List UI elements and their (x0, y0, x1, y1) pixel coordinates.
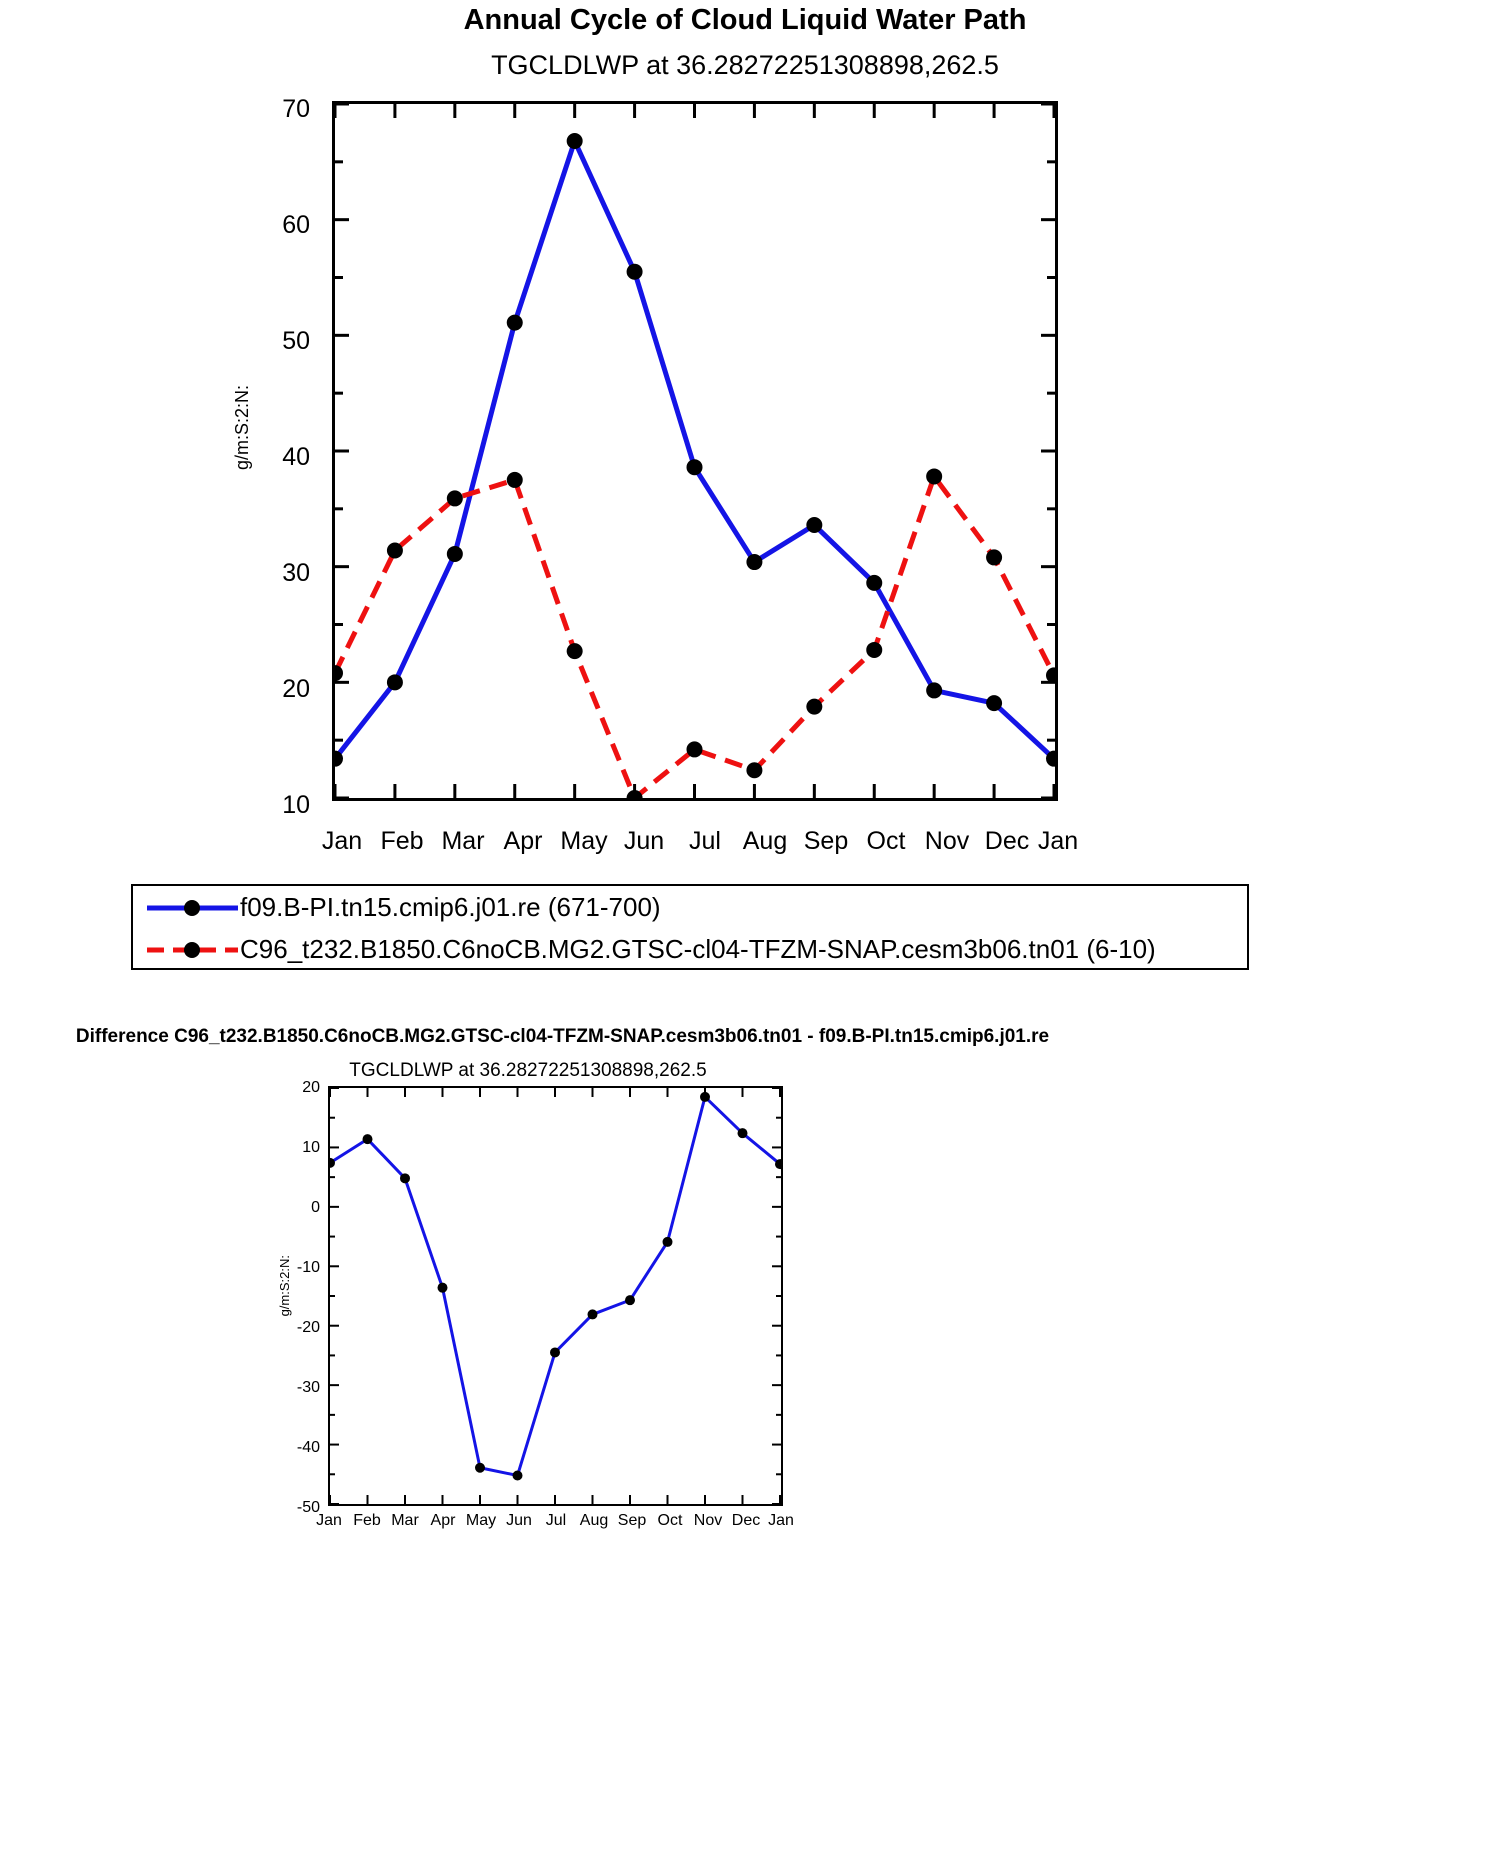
diff-ytick-20: 20 (302, 1079, 320, 1096)
top-xtick-may: May (560, 827, 608, 855)
diff-ytick-m10: -10 (296, 1259, 320, 1276)
diff-ytick-m50: -50 (296, 1499, 320, 1516)
diff-xtick-jan: Jan (316, 1512, 342, 1529)
top-ytick-70: 70 (282, 95, 310, 123)
legend-item-1[interactable] (133, 928, 1247, 971)
legend-label-1: C96_t232.B1850.C6noCB.MG2.GTSC-cl04-TFZM-SNAP.cesm3b06.tn01 (6-10) (240, 934, 1156, 964)
diff-xtick-dec: Dec (731, 1512, 761, 1529)
legend-item-0[interactable] (133, 886, 1247, 929)
top-ytick-20: 20 (282, 675, 310, 703)
legend-line-sample-solid (145, 888, 240, 928)
diff-xtick-jan2: Jan (768, 1512, 794, 1529)
legend-label-0: f09.B-PI.tn15.cmip6.j01.re (671-700) (240, 892, 661, 922)
top-xtick-jun: Jun (623, 827, 665, 855)
diff-xtick-mar: Mar (391, 1512, 419, 1529)
page-title: Annual Cycle of Cloud Liquid Water Path (463, 4, 1027, 36)
top-chart-svg (335, 104, 1055, 798)
diff-chart-y-axis-label: g/m:S:2:N: (277, 1255, 292, 1317)
legend (131, 884, 1249, 970)
top-xtick-feb: Feb (380, 827, 424, 855)
diff-xtick-nov: Nov (693, 1512, 723, 1529)
top-xtick-jan: Jan (321, 827, 363, 855)
diff-ytick-10: 10 (302, 1139, 320, 1156)
top-xtick-jul: Jul (689, 827, 721, 855)
top-xtick-dec: Dec (984, 827, 1030, 855)
difference-subtitle: TGCLDLWP at 36.28272251308898,262.5 (349, 1060, 707, 1081)
top-ytick-40: 40 (282, 443, 310, 471)
top-ytick-30: 30 (282, 559, 310, 587)
difference-heading: Difference C96_t232.B1850.C6noCB.MG2.GTSC-cl04-TFZM-SNAP.cesm3b06.tn01 - f09.B-PI.tn15.cmip6.j01.re (75, 1026, 1050, 1047)
diff-xtick-may: May (465, 1512, 497, 1529)
legend-line-sample-dashed (145, 930, 240, 970)
diff-xtick-feb: Feb (353, 1512, 381, 1529)
diff-xtick-jul: Jul (545, 1512, 567, 1529)
chart-subtitle: TGCLDLWP at 36.28272251308898,262.5 (491, 50, 999, 80)
top-xtick-mar: Mar (441, 827, 485, 855)
diff-xtick-apr: Apr (430, 1512, 456, 1529)
top-chart-plot-area (332, 101, 1058, 801)
diff-ytick-m40: -40 (296, 1439, 320, 1456)
top-xtick-jan2: Jan (1037, 827, 1079, 855)
top-chart-y-axis-label: g/m:S:2:N: (232, 385, 252, 471)
diff-ytick-m20: -20 (296, 1319, 320, 1336)
top-xtick-aug: Aug (742, 827, 788, 855)
diff-ytick-m30: -30 (296, 1379, 320, 1396)
diff-xtick-sep: Sep (617, 1512, 647, 1529)
top-xtick-oct: Oct (866, 827, 906, 855)
top-xtick-sep: Sep (803, 827, 849, 855)
diff-chart-svg (330, 1088, 781, 1504)
diff-xtick-aug: Aug (579, 1512, 609, 1529)
top-ytick-60: 60 (282, 211, 310, 239)
diff-xtick-oct: Oct (657, 1512, 683, 1529)
top-ytick-50: 50 (282, 327, 310, 355)
diff-ytick-0: 0 (311, 1199, 320, 1216)
diff-xtick-jun: Jun (506, 1512, 532, 1529)
diff-chart-plot-area (328, 1086, 783, 1506)
top-xtick-nov: Nov (924, 827, 970, 855)
top-xtick-apr: Apr (503, 827, 543, 855)
top-ytick-10: 10 (282, 791, 310, 819)
